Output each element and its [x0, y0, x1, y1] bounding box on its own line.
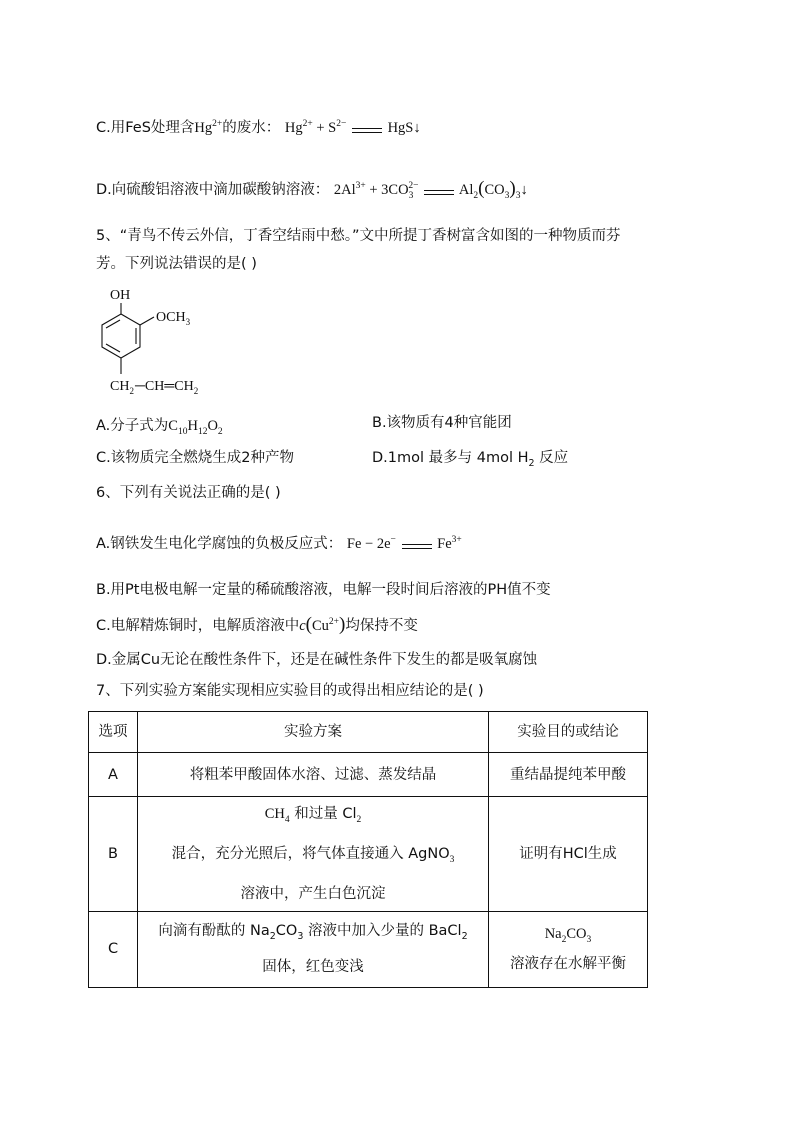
question-7-stem: 7、下列实验方案能实现相应实验目的或得出相应结论的是( ) — [96, 683, 484, 699]
row-c-plan: 向滴有酚酞的 $Na_2CO_3$ 溶液中加入少量的 BaCl$_2$ 固体，红色变浅 — [138, 911, 489, 987]
header-goal: 实验目的或结论 — [489, 712, 648, 753]
equals-sign — [350, 122, 384, 136]
mol-och3-label: $OCH_3$ — [156, 310, 191, 327]
option-5d: D.1mol 最多与 4mol $H_2$ 反应 — [372, 450, 569, 469]
row-b-plan: $CH_4$ 和过量 $Cl_2$ 混合，充分光照后，将气体直接通入 AgNO$_3$ 溶液中，产生白色沉淀 — [138, 797, 489, 912]
equals-sign — [400, 538, 434, 552]
option-6d: D.金属Cu无论在酸性条件下，还是在碱性条件下发生的都是吸氧腐蚀 — [96, 652, 538, 668]
equals-sign — [422, 184, 456, 198]
table-header-row — [89, 712, 648, 753]
mol-oh-label: OH — [110, 288, 131, 303]
row-c-label: C — [89, 911, 138, 987]
question-5-stem-line2: 芳。下列说法错误的是( ) — [96, 256, 257, 272]
experiment-table — [88, 711, 648, 988]
option-6a: A.钢铁发生电化学腐蚀的负极反应式： Fe − 2e− $Fe^{3+}$ — [96, 535, 462, 552]
equation-4d: $2Al^{3+} + 3CO_3^{2-}$ $Al_2(CO_3)_3↓$ — [333, 177, 528, 201]
option-4d: D.向硫酸铝溶液中滴加碳酸钠溶液： $2Al^{3+} + 3CO_3^{2-}$ $Al_2(CO_3)_3↓$ — [96, 177, 528, 201]
eugenol-structure — [96, 284, 256, 408]
header-option: 选项 — [89, 712, 138, 753]
option-5c: C.该物质完全燃烧生成2种产物 — [96, 450, 294, 466]
mol-allyl-chain-label: $CH_2─CH═CH_2$ — [110, 379, 199, 396]
row-a-label: A — [89, 753, 138, 797]
row-b-label: B — [89, 797, 138, 912]
equation-4c: $Hg^{2+} + S^{2-}$ HgS↓ — [284, 119, 421, 136]
molecule-drawing — [96, 284, 256, 404]
table-row — [89, 797, 648, 912]
row-b-goal: 证明有HCl生成 — [489, 797, 648, 912]
option-5a: A.分子式为$C_{10}H_{12}O_2$ — [96, 418, 223, 437]
question-6-stem: 6、下列有关说法正确的是( ) — [96, 485, 281, 501]
row-a-goal: 重结晶提纯苯甲酸 — [489, 753, 648, 797]
row-c-goal: $Na_2CO_3$ 溶液存在水解平衡 — [489, 911, 648, 987]
question-5-stem-line1: 5、“青鸟不传云外信，丁香空结雨中愁。”文中所提丁香树富含如图的一种物质而芬 — [96, 228, 621, 244]
table-row — [89, 753, 648, 797]
header-plan: 实验方案 — [138, 712, 489, 753]
table-row — [89, 911, 648, 987]
option-6c: C.电解精炼铜时，电解质溶液中$c(Cu^{2+})$均保持不变 — [96, 613, 418, 635]
option-6b: B.用Pt电极电解一定量的稀硫酸溶液，电解一段时间后溶液的PH值不变 — [96, 582, 551, 598]
option-5b: B.该物质有4种官能团 — [372, 415, 512, 431]
option-4c: C.用FeS处理含$Hg^{2+}$的废水： $Hg^{2+} + S^{2-}$ HgS↓ — [96, 119, 421, 136]
row-a-plan: 将粗苯甲酸固体水溶、过滤、蒸发结晶 — [138, 753, 489, 797]
